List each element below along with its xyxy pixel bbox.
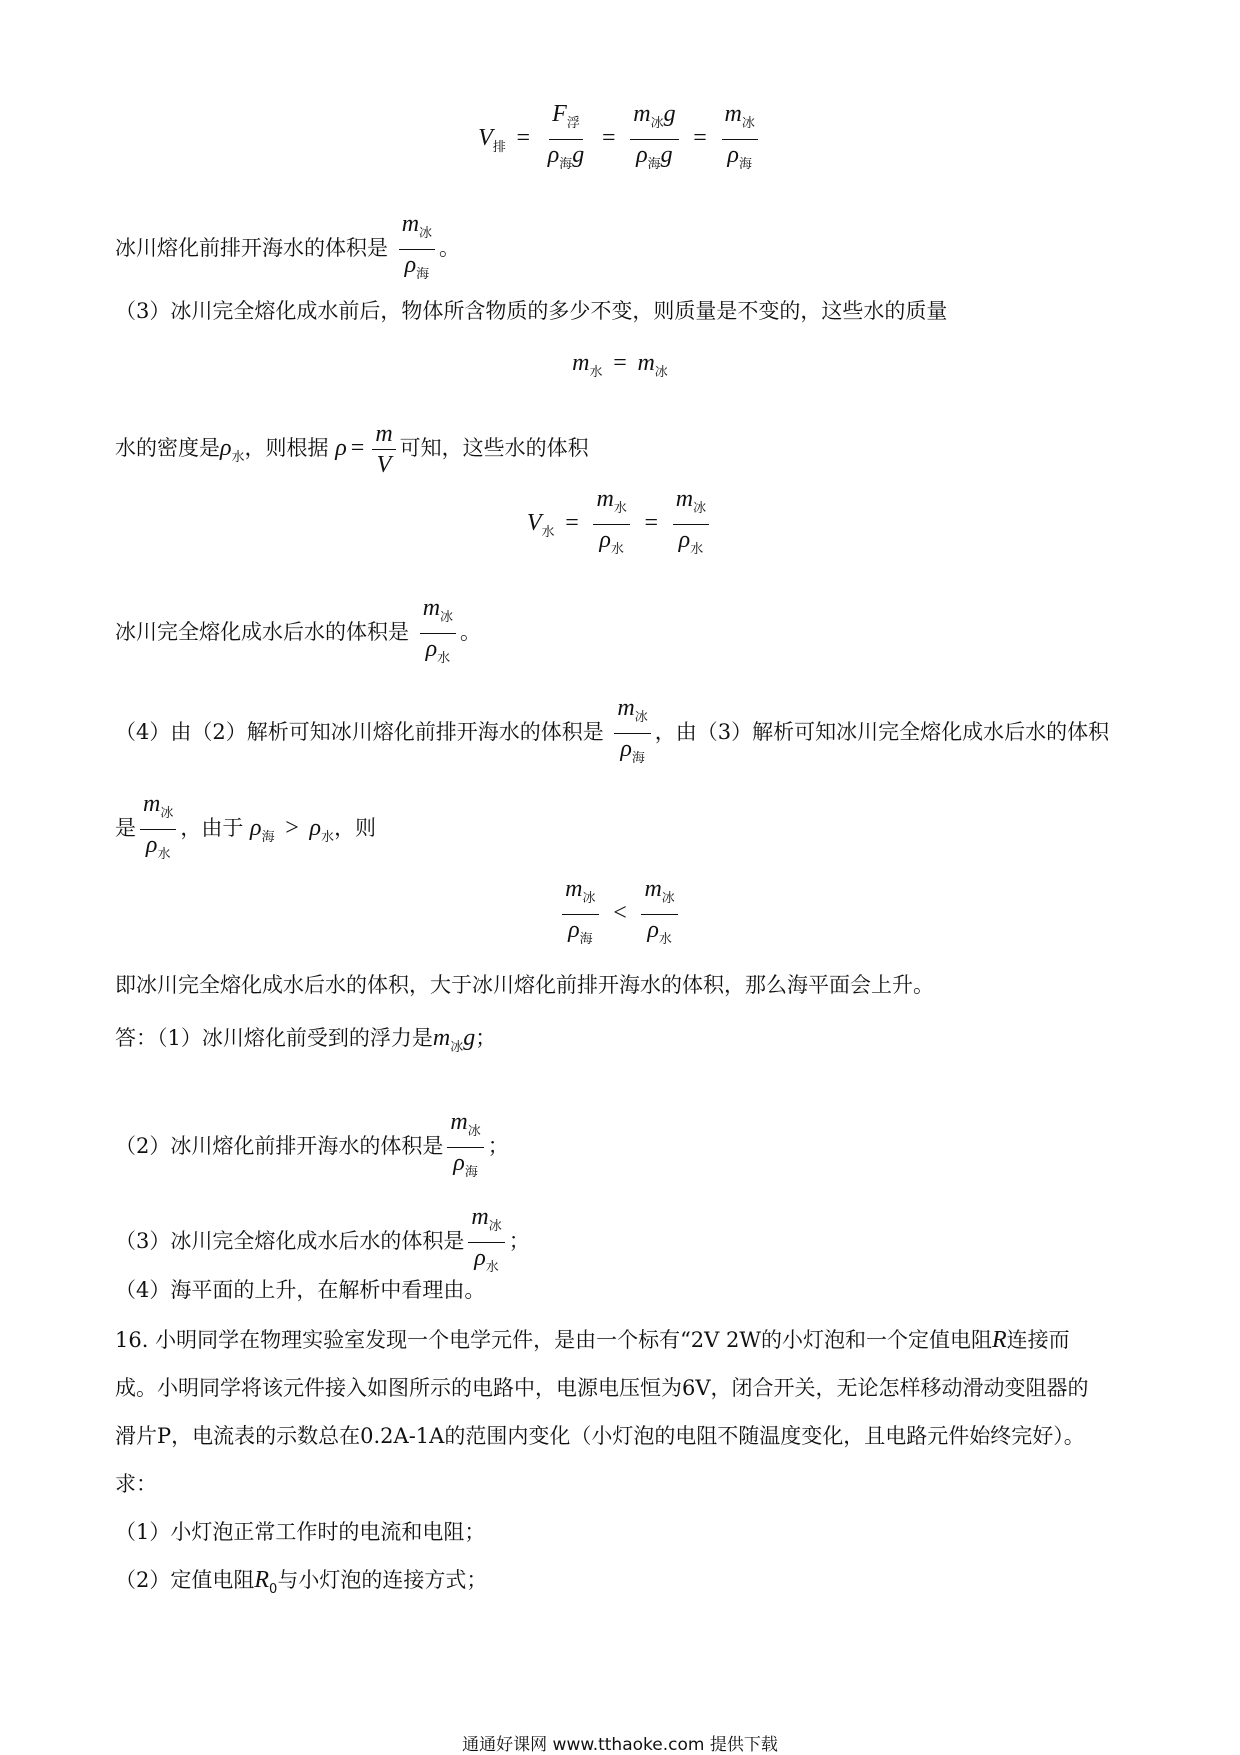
sub: 冰	[440, 610, 454, 625]
sub: 冰	[419, 226, 433, 241]
var: m	[637, 350, 655, 376]
text-density	[115, 420, 589, 479]
sub: 冰	[693, 501, 707, 516]
sub: 海	[261, 830, 275, 845]
var: g	[463, 1025, 476, 1051]
var: ρ	[309, 815, 322, 841]
sub: 海	[738, 157, 752, 172]
text: （3）冰川完全熔化成水后水的体积是	[115, 1229, 465, 1253]
text: 可知，这些水的体积	[399, 436, 589, 460]
eq: =	[693, 125, 707, 151]
text: 答：（1）冰川熔化前受到的浮力是	[115, 1026, 433, 1050]
fraction	[641, 875, 677, 954]
sub: 浮	[566, 116, 580, 131]
var: ρ	[547, 142, 560, 168]
text-part3-intro: （3）冰川完全熔化成水前后，物体所含物质的多少不变，则质量是不变的，这些水的质量	[115, 299, 948, 323]
sub: 冰	[160, 806, 174, 821]
text: 水的密度是	[115, 436, 220, 460]
var: m	[375, 421, 393, 447]
var: ρ	[404, 252, 417, 278]
sub: 海	[416, 267, 430, 282]
sub: 冰	[654, 365, 668, 380]
fraction	[420, 594, 456, 673]
q16-sub2	[115, 1565, 487, 1605]
fraction	[372, 420, 395, 479]
formula-v-water	[0, 485, 1240, 564]
q16-line3: 滑片P，电流表的示数总在0.2A-1A的范围内变化（小灯泡的电阻不随温度变化，且电路元件始终完好）。	[115, 1424, 1085, 1448]
text: 16. 小明同学在物理实验室发现一个电学元件，是由一个标有“2V 2W的小灯泡和一个定值电阻	[115, 1328, 992, 1352]
formula-mass-equal	[0, 350, 1240, 380]
sub: 冰	[582, 891, 596, 906]
fraction	[468, 1203, 504, 1282]
text: ，则	[334, 816, 377, 840]
var: m	[432, 1025, 451, 1051]
var: ρ	[678, 527, 691, 553]
var: ρ	[727, 142, 739, 168]
text: ；	[475, 1026, 497, 1050]
var: V	[526, 510, 542, 536]
var: m	[572, 350, 590, 376]
eq: =	[516, 125, 531, 151]
var: m	[471, 1204, 489, 1230]
fraction	[447, 1108, 483, 1187]
sub: 冰	[467, 1124, 481, 1139]
text: 。	[460, 620, 482, 644]
text-answer1	[115, 1023, 496, 1063]
text: 是	[115, 816, 136, 840]
fraction	[722, 100, 758, 179]
sub: 水	[485, 1260, 499, 1275]
text-volume-after	[115, 594, 481, 673]
text-conclusion: 即冰川完全熔化成水后水的体积，大于冰川熔化前排开海水的体积，那么海平面会上升。	[115, 973, 934, 997]
eq: =	[644, 510, 659, 536]
q16-line4: 求：	[115, 1472, 157, 1496]
sub: 水	[231, 450, 245, 465]
text-answer2	[115, 1108, 509, 1187]
sub: 冰	[661, 891, 675, 906]
var: g	[663, 101, 676, 127]
sub: 水	[690, 542, 704, 557]
var: m	[450, 1109, 468, 1135]
text: ；	[487, 1134, 509, 1158]
formula-inequality	[0, 875, 1240, 954]
fraction	[593, 485, 629, 564]
var: m	[401, 211, 420, 237]
var: ρ	[568, 917, 580, 943]
var: ρ	[453, 1150, 465, 1176]
text-part4-line1	[115, 694, 1109, 773]
sub: 海	[579, 932, 593, 947]
sub: 水	[610, 542, 624, 557]
sub: 冰	[650, 116, 664, 131]
var: m	[617, 695, 635, 721]
var: ρ	[620, 736, 632, 762]
text: ，则根据	[244, 436, 329, 460]
var-v: V	[478, 125, 493, 151]
eq: =	[613, 350, 627, 376]
text: ，由（3）解析可知冰川完全熔化成水后水的体积	[654, 720, 1110, 744]
text: ，由于	[180, 816, 244, 840]
var: ρ	[647, 917, 659, 943]
var: g	[572, 142, 585, 168]
q16-line1	[115, 1325, 1070, 1355]
gt: >	[285, 815, 299, 841]
text-answer4: （4）海平面的上升，在解析中看理由。	[115, 1278, 486, 1302]
var: ρ	[220, 435, 232, 461]
sub: 水	[321, 830, 335, 845]
footer: 通通好课网 www.tthaoke.com 提供下载	[462, 1735, 778, 1755]
var: ρ	[599, 527, 611, 553]
var: ρ	[425, 636, 438, 662]
text: （4）由（2）解析可知冰川熔化前排开海水的体积是	[115, 720, 604, 744]
lt: <	[613, 900, 627, 926]
sub: 水	[541, 525, 555, 540]
fraction	[399, 210, 435, 289]
var: m	[596, 486, 614, 512]
sub: 海	[647, 157, 661, 172]
fraction	[545, 100, 588, 179]
var: m	[422, 595, 441, 621]
formula-v-displaced	[0, 100, 1240, 179]
eq: =	[601, 125, 616, 151]
sub: 冰	[488, 1219, 502, 1234]
text: （2）定值电阻	[115, 1568, 255, 1592]
text-volume-before	[115, 210, 460, 289]
text: ；	[508, 1229, 530, 1253]
var: m	[143, 791, 161, 817]
eq: =	[350, 435, 365, 461]
text-part4-line2	[115, 790, 376, 869]
var: m	[633, 101, 651, 127]
sub: 水	[437, 651, 451, 666]
text: 与小灯泡的连接方式；	[277, 1568, 488, 1592]
fraction	[630, 100, 678, 179]
var: m	[724, 101, 742, 127]
fraction	[673, 485, 709, 564]
text: 冰川熔化前排开海水的体积是	[115, 236, 388, 260]
sub: 冰	[450, 1040, 464, 1055]
sub: 海	[559, 157, 573, 172]
sub: 冰	[741, 116, 755, 131]
sub: 海	[464, 1165, 478, 1180]
var: m	[675, 486, 694, 512]
var: ρ	[250, 815, 262, 841]
sub: 水	[613, 501, 627, 516]
sub: 水	[157, 847, 171, 862]
var: R	[991, 1327, 1007, 1353]
text-answer3	[115, 1203, 530, 1282]
sub: 海	[631, 751, 645, 766]
eq: =	[565, 510, 579, 536]
sub: 水	[658, 932, 672, 947]
var: ρ	[335, 435, 347, 461]
text: 冰川完全熔化成水后水的体积是	[115, 620, 409, 644]
sub: 排	[492, 140, 506, 155]
sub: 冰	[634, 710, 648, 725]
fraction	[614, 694, 650, 773]
sub: 0	[269, 1582, 278, 1597]
text: （2）冰川熔化前排开海水的体积是	[115, 1134, 444, 1158]
fraction	[140, 790, 176, 869]
var: V	[376, 452, 392, 478]
var: ρ	[474, 1245, 486, 1271]
q16-sub1: （1）小灯泡正常工作时的电流和电阻；	[115, 1520, 486, 1544]
var: F	[552, 101, 567, 127]
var: g	[660, 142, 673, 168]
var: m	[565, 876, 583, 902]
text: 。	[439, 236, 461, 260]
var: R	[254, 1567, 270, 1593]
fraction	[562, 875, 598, 954]
sub: 水	[589, 365, 603, 380]
var: ρ	[636, 142, 648, 168]
q16-line2: 成。小明同学将该元件接入如图所示的电路中，电源电压恒为6V，闭合开关，无论怎样移动滑动变阻器的	[115, 1376, 1089, 1400]
var: ρ	[145, 832, 158, 858]
var: m	[644, 876, 662, 902]
text: 连接而	[1006, 1328, 1070, 1352]
